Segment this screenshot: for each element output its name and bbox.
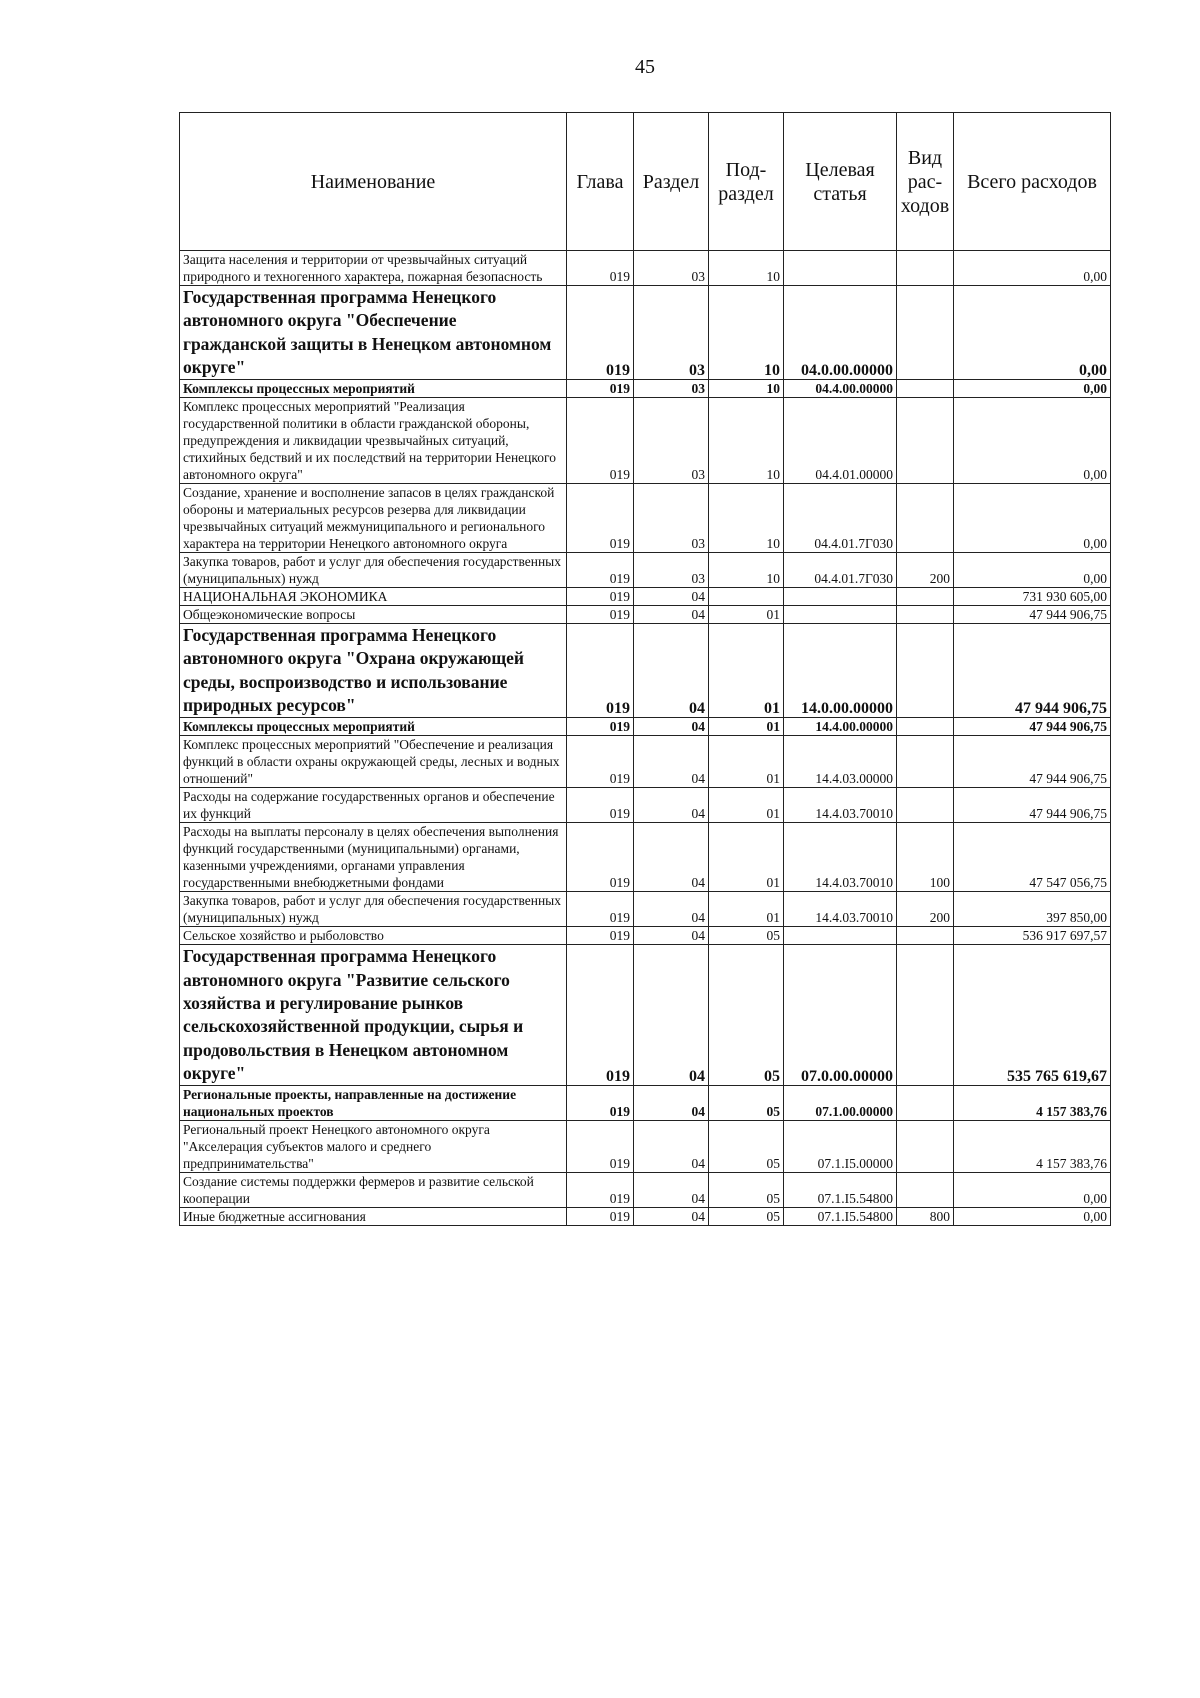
cell-section: 04 — [634, 1121, 709, 1173]
cell-total: 397 850,00 — [954, 892, 1111, 927]
table-row — [180, 945, 1111, 1086]
cell-total: 4 157 383,76 — [954, 1121, 1111, 1173]
cell-section: 04 — [634, 788, 709, 823]
cell-chapter: 019 — [567, 736, 634, 788]
cell-name: Расходы на содержание государственных органов и обеспечение их функций — [180, 788, 567, 823]
cell-chapter: 019 — [567, 927, 634, 945]
cell-subsection: 10 — [709, 398, 784, 484]
table-body — [180, 251, 1111, 1226]
cell-subsection: 05 — [709, 945, 784, 1086]
table-row — [180, 1173, 1111, 1208]
cell-chapter: 019 — [567, 1121, 634, 1173]
cell-target — [784, 927, 897, 945]
cell-target: 07.1.I5.54800 — [784, 1173, 897, 1208]
cell-section: 03 — [634, 251, 709, 286]
cell-total: 47 547 056,75 — [954, 823, 1111, 892]
cell-chapter: 019 — [567, 788, 634, 823]
cell-subsection: 01 — [709, 624, 784, 718]
cell-exp-type: 200 — [897, 553, 954, 588]
cell-subsection: 01 — [709, 892, 784, 927]
cell-exp-type: 200 — [897, 892, 954, 927]
table-row — [180, 1208, 1111, 1226]
cell-name: Создание системы поддержки фермеров и развитие сельской кооперации — [180, 1173, 567, 1208]
cell-subsection: 01 — [709, 788, 784, 823]
cell-section: 04 — [634, 1208, 709, 1226]
cell-section: 03 — [634, 380, 709, 398]
cell-section: 04 — [634, 1173, 709, 1208]
cell-section: 04 — [634, 823, 709, 892]
cell-name: Государственная программа Ненецкого автономного округа "Развитие сельского хозяйства и регулирование рынков сельскохозяйственной продукции, сырья и продовольствия в Ненецком автономном округе" — [180, 945, 567, 1086]
cell-subsection: 01 — [709, 823, 784, 892]
cell-exp-type — [897, 788, 954, 823]
cell-total: 0,00 — [954, 1173, 1111, 1208]
header-row — [180, 113, 1111, 251]
cell-total: 536 917 697,57 — [954, 927, 1111, 945]
cell-subsection: 10 — [709, 286, 784, 380]
table-row — [180, 718, 1111, 736]
cell-target: 07.1.00.00000 — [784, 1086, 897, 1121]
cell-exp-type — [897, 380, 954, 398]
cell-total: 47 944 906,75 — [954, 788, 1111, 823]
cell-subsection: 10 — [709, 484, 784, 553]
header-chapter: Глава — [567, 113, 634, 251]
cell-total: 0,00 — [954, 251, 1111, 286]
cell-total: 0,00 — [954, 484, 1111, 553]
cell-total: 47 944 906,75 — [954, 736, 1111, 788]
table-row — [180, 606, 1111, 624]
cell-exp-type — [897, 945, 954, 1086]
header-name: Наименование — [180, 113, 567, 251]
cell-target: 04.4.00.00000 — [784, 380, 897, 398]
cell-name: Общеэкономические вопросы — [180, 606, 567, 624]
cell-subsection: 05 — [709, 1173, 784, 1208]
cell-subsection: 01 — [709, 606, 784, 624]
cell-exp-type — [897, 588, 954, 606]
cell-section: 03 — [634, 286, 709, 380]
cell-total: 731 930 605,00 — [954, 588, 1111, 606]
cell-exp-type: 800 — [897, 1208, 954, 1226]
table-row — [180, 927, 1111, 945]
table-row — [180, 1121, 1111, 1173]
cell-target: 14.4.03.00000 — [784, 736, 897, 788]
cell-name: Государственная программа Ненецкого автономного округа "Охрана окружающей среды, воспроизводство и использование природных ресурсов" — [180, 624, 567, 718]
cell-exp-type — [897, 606, 954, 624]
cell-name: Расходы на выплаты персоналу в целях обеспечения выполнения функций государственными (муниципальными) органами, казенными учреждениями, органами управления государственными внебюджетными фондами — [180, 823, 567, 892]
cell-total: 0,00 — [954, 286, 1111, 380]
cell-section: 04 — [634, 1086, 709, 1121]
cell-chapter: 019 — [567, 484, 634, 553]
table-row — [180, 788, 1111, 823]
cell-exp-type — [897, 718, 954, 736]
header-exp-type: Вид рас- ходов — [897, 113, 954, 251]
cell-target: 04.4.01.00000 — [784, 398, 897, 484]
cell-target — [784, 588, 897, 606]
table-row — [180, 553, 1111, 588]
cell-total: 0,00 — [954, 553, 1111, 588]
cell-subsection: 10 — [709, 380, 784, 398]
budget-table — [179, 112, 1111, 1226]
cell-total: 47 944 906,75 — [954, 606, 1111, 624]
cell-target — [784, 606, 897, 624]
cell-section: 03 — [634, 484, 709, 553]
cell-chapter: 019 — [567, 1173, 634, 1208]
cell-target: 14.4.03.70010 — [784, 823, 897, 892]
cell-chapter: 019 — [567, 945, 634, 1086]
cell-name: Сельское хозяйство и рыболовство — [180, 927, 567, 945]
cell-chapter: 019 — [567, 892, 634, 927]
cell-exp-type — [897, 624, 954, 718]
cell-section: 04 — [634, 945, 709, 1086]
cell-name: Создание, хранение и восполнение запасов в целях гражданской обороны и материальных ресурсов резерва для ликвидации чрезвычайных ситуаций межмуниципального и регионального характера на территории Ненецкого автономного округа — [180, 484, 567, 553]
cell-chapter: 019 — [567, 606, 634, 624]
cell-chapter: 019 — [567, 286, 634, 380]
cell-total: 0,00 — [954, 380, 1111, 398]
cell-exp-type — [897, 927, 954, 945]
header-subsection: Под- раздел — [709, 113, 784, 251]
cell-name: Региональные проекты, направленные на достижение национальных проектов — [180, 1086, 567, 1121]
cell-exp-type — [897, 1173, 954, 1208]
cell-section: 03 — [634, 553, 709, 588]
cell-name: Защита населения и территории от чрезвычайных ситуаций природного и техногенного характера, пожарная безопасность — [180, 251, 567, 286]
table-row — [180, 823, 1111, 892]
cell-subsection: 05 — [709, 927, 784, 945]
cell-name: Комплексы процессных мероприятий — [180, 380, 567, 398]
cell-chapter: 019 — [567, 1086, 634, 1121]
cell-chapter: 019 — [567, 1208, 634, 1226]
cell-target — [784, 251, 897, 286]
cell-target: 14.4.00.00000 — [784, 718, 897, 736]
cell-section: 04 — [634, 606, 709, 624]
table-row — [180, 892, 1111, 927]
cell-section: 04 — [634, 624, 709, 718]
table-row — [180, 286, 1111, 380]
table-row — [180, 251, 1111, 286]
table-row — [180, 736, 1111, 788]
cell-target: 07.1.I5.00000 — [784, 1121, 897, 1173]
cell-name: Закупка товаров, работ и услуг для обеспечения государственных (муниципальных) нужд — [180, 553, 567, 588]
cell-name: Комплекс процессных мероприятий "Реализация государственной политики в области гражданской обороны, предупреждения и ликвидации чрезвычайных ситуаций, стихийных бедствий и их последствий на территории Ненецкого автономного округа" — [180, 398, 567, 484]
cell-subsection: 05 — [709, 1086, 784, 1121]
cell-chapter: 019 — [567, 588, 634, 606]
table-row — [180, 1086, 1111, 1121]
cell-target: 04.0.00.00000 — [784, 286, 897, 380]
cell-exp-type — [897, 736, 954, 788]
table-row — [180, 380, 1111, 398]
cell-subsection: 10 — [709, 553, 784, 588]
table-row — [180, 588, 1111, 606]
header-total: Всего расходов — [954, 113, 1111, 251]
cell-target: 04.4.01.7Г030 — [784, 484, 897, 553]
cell-chapter: 019 — [567, 624, 634, 718]
cell-exp-type — [897, 1121, 954, 1173]
cell-subsection: 01 — [709, 718, 784, 736]
cell-name: Государственная программа Ненецкого автономного округа "Обеспечение гражданской защиты в Ненецком автономном округе" — [180, 286, 567, 380]
cell-subsection: 05 — [709, 1121, 784, 1173]
cell-name: Комплекс процессных мероприятий "Обеспечение и реализация функций в области охраны окружающей среды, лесных и водных отношений" — [180, 736, 567, 788]
cell-name: Региональный проект Ненецкого автономного округа "Акселерация субъектов малого и среднего предпринимательства" — [180, 1121, 567, 1173]
cell-target: 07.0.00.00000 — [784, 945, 897, 1086]
page-number: 45 — [635, 56, 655, 78]
cell-total: 47 944 906,75 — [954, 718, 1111, 736]
cell-exp-type: 100 — [897, 823, 954, 892]
cell-target: 07.1.I5.54800 — [784, 1208, 897, 1226]
cell-section: 04 — [634, 588, 709, 606]
cell-subsection: 05 — [709, 1208, 784, 1226]
header-target: Целевая статья — [784, 113, 897, 251]
cell-total: 47 944 906,75 — [954, 624, 1111, 718]
cell-chapter: 019 — [567, 398, 634, 484]
cell-section: 04 — [634, 718, 709, 736]
cell-exp-type — [897, 484, 954, 553]
cell-target: 14.0.00.00000 — [784, 624, 897, 718]
table-row — [180, 484, 1111, 553]
cell-chapter: 019 — [567, 823, 634, 892]
cell-exp-type — [897, 398, 954, 484]
cell-name: Комплексы процессных мероприятий — [180, 718, 567, 736]
table-row — [180, 398, 1111, 484]
header-section: Раздел — [634, 113, 709, 251]
cell-target: 14.4.03.70010 — [784, 788, 897, 823]
cell-name: Иные бюджетные ассигнования — [180, 1208, 567, 1226]
cell-subsection — [709, 588, 784, 606]
cell-exp-type — [897, 1086, 954, 1121]
cell-section: 04 — [634, 892, 709, 927]
cell-total: 535 765 619,67 — [954, 945, 1111, 1086]
cell-exp-type — [897, 286, 954, 380]
table-row — [180, 624, 1111, 718]
cell-target: 14.4.03.70010 — [784, 892, 897, 927]
cell-subsection: 10 — [709, 251, 784, 286]
cell-target: 04.4.01.7Г030 — [784, 553, 897, 588]
cell-chapter: 019 — [567, 718, 634, 736]
cell-name: НАЦИОНАЛЬНАЯ ЭКОНОМИКА — [180, 588, 567, 606]
cell-chapter: 019 — [567, 553, 634, 588]
cell-total: 0,00 — [954, 1208, 1111, 1226]
cell-exp-type — [897, 251, 954, 286]
cell-total: 0,00 — [954, 398, 1111, 484]
cell-total: 4 157 383,76 — [954, 1086, 1111, 1121]
cell-chapter: 019 — [567, 380, 634, 398]
cell-section: 04 — [634, 927, 709, 945]
cell-section: 03 — [634, 398, 709, 484]
cell-section: 04 — [634, 736, 709, 788]
cell-subsection: 01 — [709, 736, 784, 788]
cell-name: Закупка товаров, работ и услуг для обеспечения государственных (муниципальных) нужд — [180, 892, 567, 927]
cell-chapter: 019 — [567, 251, 634, 286]
